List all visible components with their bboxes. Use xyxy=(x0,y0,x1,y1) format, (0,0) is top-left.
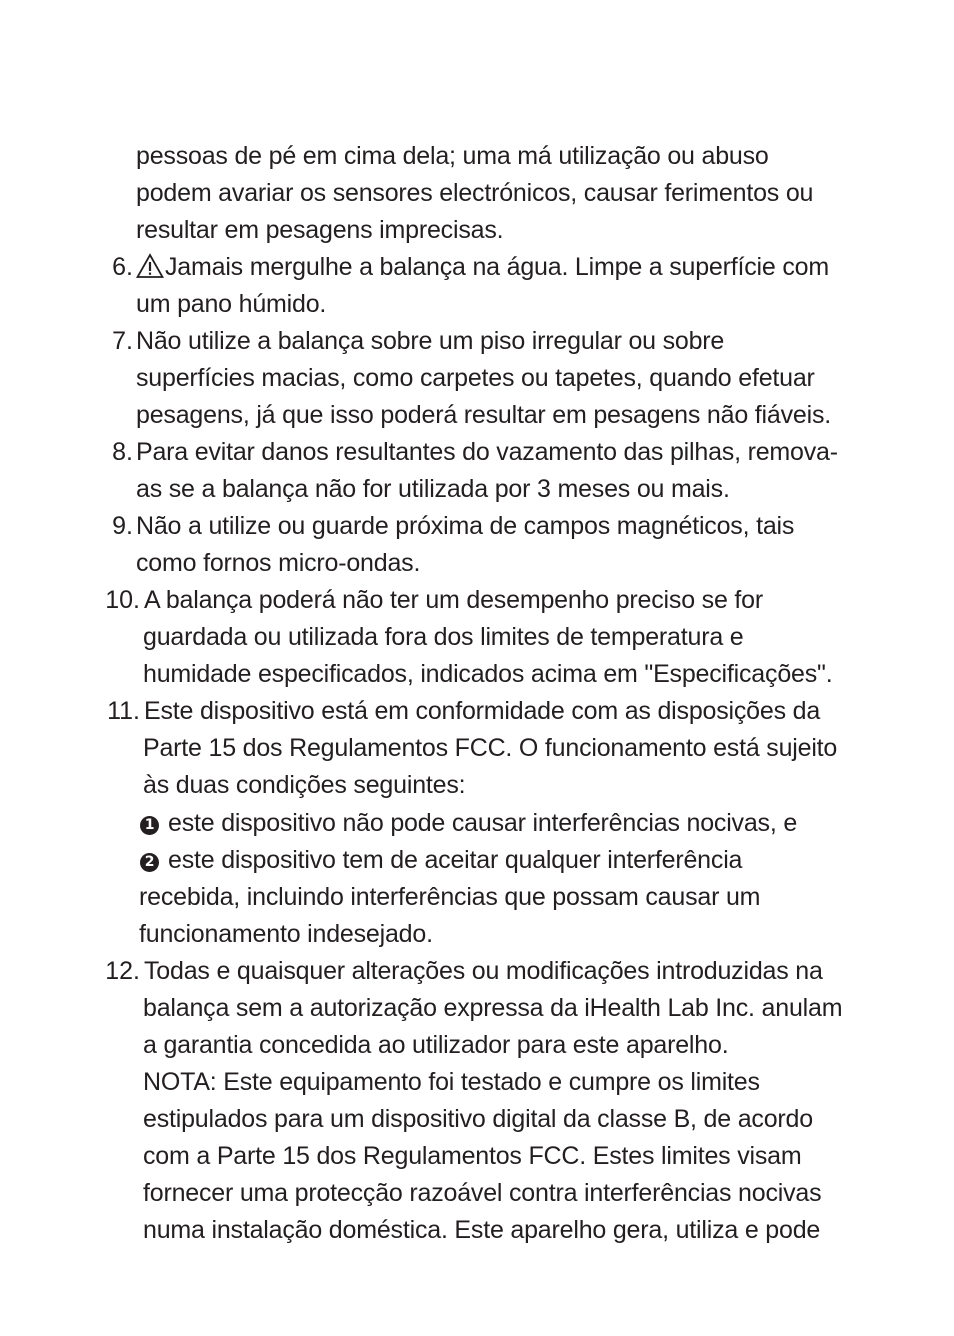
note-line: fornecer uma protecção razoável contra interferências nocivas xyxy=(143,1179,822,1207)
note-line: NOTA: Este equipamento foi testado e cumpre os limites xyxy=(143,1068,760,1096)
list-item-line: Para evitar danos resultantes do vazamento das pilhas, remova- xyxy=(136,438,838,466)
list-item-line: Parte 15 dos Regulamentos FCC. O funcionamento está sujeito xyxy=(143,734,838,762)
list-item-line: Não utilize a balança sobre um piso irregular ou sobre xyxy=(136,327,725,355)
list-item-line: a garantia concedida ao utilizador para este aparelho. xyxy=(143,1031,729,1059)
list-item-line: balança sem a autorização expressa da iHealth Lab Inc. anulam xyxy=(143,994,843,1022)
condition-text: este dispositivo não pode causar interferências nocivas, e xyxy=(168,809,798,837)
circled-two-icon: 2 xyxy=(140,853,159,872)
warning-triangle-icon xyxy=(136,253,164,279)
note-line: estipulados para um dispositivo digital da classe B, de acordo xyxy=(143,1105,813,1133)
list-item-line: Todas e quaisquer alterações ou modificações introduzidas na xyxy=(144,957,823,985)
item-number: 6. xyxy=(112,253,133,281)
item-number: 8. xyxy=(112,438,133,466)
condition-line: recebida, incluindo interferências que possam causar um xyxy=(139,883,761,911)
list-item-line: um pano húmido. xyxy=(136,290,327,318)
condition-text: este dispositivo tem de aceitar qualquer interferência xyxy=(168,846,743,874)
list-item-line: como fornos micro-ondas. xyxy=(136,549,421,577)
list-item-line: guardada ou utilizada fora dos limites de temperatura e xyxy=(143,623,744,651)
condition-line xyxy=(140,805,797,842)
circled-one-icon: 1 xyxy=(140,816,159,835)
list-item-line: humidade especificados, indicados acima em "Especificações". xyxy=(143,660,833,688)
list-item-line: às duas condições seguintes: xyxy=(143,771,466,799)
note-line: numa instalação doméstica. Este aparelho gera, utiliza e pode xyxy=(143,1216,821,1244)
list-item-line: A balança poderá não ter um desempenho preciso se for xyxy=(144,586,763,614)
item-number: 12. xyxy=(105,957,140,985)
continuation-line: podem avariar os sensores electrónicos, causar ferimentos ou xyxy=(136,179,814,207)
note-line: com a Parte 15 dos Regulamentos FCC. Estes limites visam xyxy=(143,1142,802,1170)
item-number: 11. xyxy=(107,697,140,725)
list-item-text: Jamais mergulhe a balança na água. Limpe a superfície com xyxy=(165,253,829,281)
list-item-line: pesagens, já que isso poderá resultar em pesagens não fiáveis. xyxy=(136,401,831,429)
continuation-line: pessoas de pé em cima dela; uma má utilização ou abuso xyxy=(136,142,769,170)
list-item-line: as se a balança não for utilizada por 3 meses ou mais. xyxy=(136,475,730,503)
condition-line xyxy=(140,842,742,879)
condition-line: funcionamento indesejado. xyxy=(139,920,433,948)
list-item-line: Não a utilize ou guarde próxima de campos magnéticos, tais xyxy=(136,512,795,540)
continuation-line: resultar em pesagens imprecisas. xyxy=(136,216,504,244)
item-number: 10. xyxy=(105,586,140,614)
item-number: 7. xyxy=(112,327,133,355)
item-number: 9. xyxy=(112,512,133,540)
list-item-line xyxy=(136,249,829,286)
list-item-line: superfícies macias, como carpetes ou tapetes, quando efetuar xyxy=(136,364,815,392)
list-item-line: Este dispositivo está em conformidade com as disposições da xyxy=(144,697,821,725)
